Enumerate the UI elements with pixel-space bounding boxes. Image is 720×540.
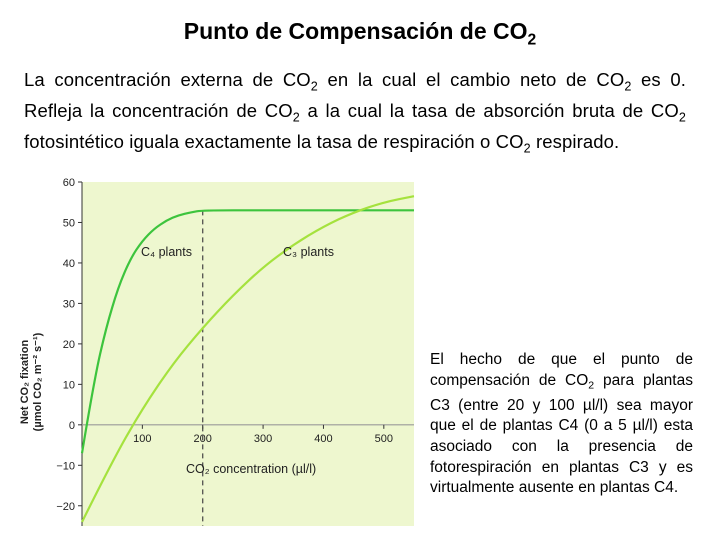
y-tick-label: 40: [62, 257, 75, 270]
x-tick-label: 300: [253, 432, 273, 445]
y-axis-label-line1: Net CO₂ fixation: [19, 339, 31, 425]
co2-fixation-chart: [0, 172, 440, 532]
y-tick-label: 50: [62, 217, 75, 230]
y-tick-label: −20: [56, 500, 75, 513]
x-tick-label: 500: [374, 432, 393, 445]
y-tick-label: 20: [62, 338, 75, 351]
subscript: 2: [678, 110, 686, 125]
x-axis-label: CO₂ concentration (µl/l): [186, 462, 317, 476]
y-tick-label: −10: [56, 460, 75, 473]
compensation-note: El hecho de que el punto de compensación de $CO_2$ para plantas C3 (entre 20 y 100 µl/l) sea mayor que el de plantas C4 (0 a 5 µl/l) esta asociado con la presencia de fotorespiración en plantas C3 y es virtualmente ausente en plantas C4.: [430, 350, 693, 499]
slide-title: [0, 18, 720, 49]
intro-paragraph: La concentración externa de $CO_2$ en la cual el cambio neto de $CO_2$ es 0. Refleja la concentración de $CO_2$ a la cual la tasa de absorción bruta de $CO_2$ fotosintético iguala exactamente la tasa de respiración o $CO_2$ respirado.: [24, 69, 686, 156]
x-tick-label: 200: [193, 432, 212, 445]
series-label-c3: C₃ plants: [283, 245, 334, 259]
subscript: 2: [523, 141, 531, 156]
title-subscript: 2: [527, 31, 537, 49]
x-tick-label: 100: [133, 432, 152, 445]
x-tick-label: 400: [314, 432, 333, 445]
y-axis-label-line2: (µmol CO₂ m⁻² s⁻¹): [32, 332, 44, 432]
y-tick-label: 10: [62, 379, 75, 392]
subscript: 2: [624, 79, 632, 94]
subscript: 2: [588, 379, 595, 392]
series-label-c4: C₄ plants: [141, 245, 192, 259]
subscript: 2: [292, 110, 300, 125]
title-text: Punto de Compensación de CO: [183, 18, 528, 44]
subscript: 2: [310, 79, 318, 94]
y-tick-label: 60: [62, 177, 75, 189]
y-tick-label: 0: [68, 419, 75, 432]
y-tick-label: 30: [62, 298, 75, 311]
